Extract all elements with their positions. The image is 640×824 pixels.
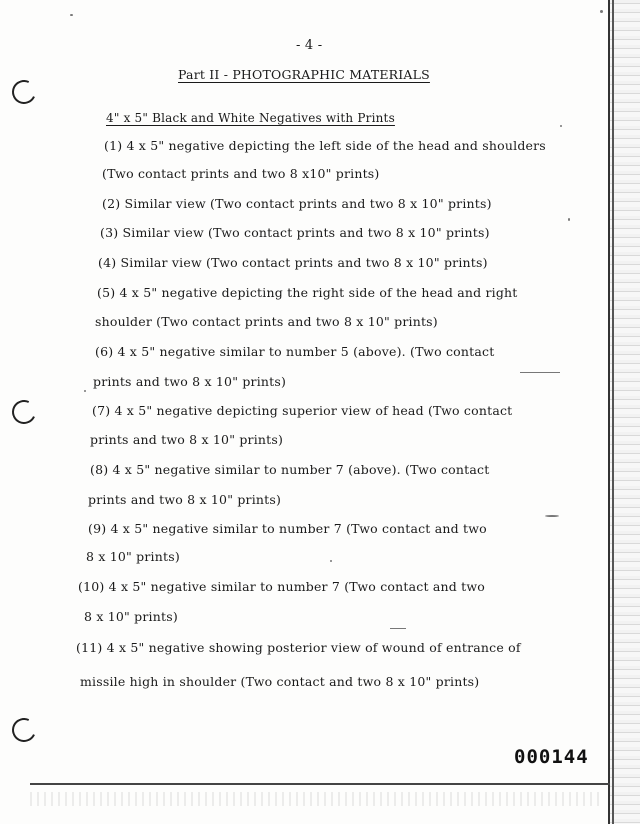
- list-item-line: prints and two 8 x 10" prints): [90, 432, 284, 447]
- scan-speck: [70, 14, 73, 16]
- list-item-line: (7) 4 x 5" negative depicting superior view of head (Two contact: [92, 403, 513, 418]
- list-item-line: 8 x 10" prints): [84, 609, 178, 624]
- part-title: Part II - PHOTOGRAPHIC MATERIALS: [178, 67, 430, 82]
- list-item-line: (Two contact prints and two 8 x10" prints): [102, 166, 380, 181]
- list-item-line: (8) 4 x 5" negative similar to number 7 (above). (Two contact: [90, 462, 490, 477]
- list-item-line: (4) Similar view (Two contact prints and two 8 x 10" prints): [98, 255, 488, 270]
- binder-hole-icon: [9, 397, 40, 428]
- scan-speck: [560, 125, 562, 127]
- scan-noise: [30, 792, 600, 806]
- scan-speck: [600, 10, 603, 13]
- list-item-line: (11) 4 x 5" negative showing posterior view of wound of entrance of: [76, 640, 521, 655]
- list-item-line: (2) Similar view (Two contact prints and two 8 x 10" prints): [102, 196, 492, 211]
- section-heading: 4" x 5" Black and White Negatives with Prints: [106, 111, 395, 125]
- scan-edge-line: [612, 0, 614, 824]
- list-item-line: (1) 4 x 5" negative depicting the left side of the head and shoulders: [104, 138, 546, 153]
- list-item-line: (3) Similar view (Two contact prints and two 8 x 10" prints): [100, 225, 490, 240]
- scan-speck: [568, 218, 570, 221]
- divider: [30, 783, 610, 785]
- binder-hole-icon: [9, 77, 40, 108]
- scan-speck: [330, 560, 332, 562]
- list-item-line: (10) 4 x 5" negative similar to number 7 (Two contact and two: [78, 579, 485, 594]
- list-item-line: (6) 4 x 5" negative similar to number 5 (above). (Two contact: [95, 344, 495, 359]
- list-item-line: prints and two 8 x 10" prints): [93, 374, 287, 389]
- list-item-line: prints and two 8 x 10" prints): [88, 492, 282, 507]
- list-item-line: shoulder (Two contact prints and two 8 x 10" prints): [95, 314, 438, 329]
- scan-speck: [390, 628, 406, 629]
- page-number: - 4 -: [296, 38, 323, 53]
- list-item-line: missile high in shoulder (Two contact and two 8 x 10" prints): [80, 674, 480, 689]
- binder-hole-icon: [9, 715, 40, 746]
- document-id-stamp: 000144: [514, 746, 589, 768]
- list-item-line: 8 x 10" prints): [86, 549, 180, 564]
- scan-speck: [545, 515, 559, 517]
- list-item-line: (9) 4 x 5" negative similar to number 7 (Two contact and two: [88, 521, 487, 536]
- list-item-line: (5) 4 x 5" negative depicting the right side of the head and right: [97, 285, 518, 300]
- scan-speck: [520, 372, 560, 373]
- scan-speck: [84, 390, 86, 392]
